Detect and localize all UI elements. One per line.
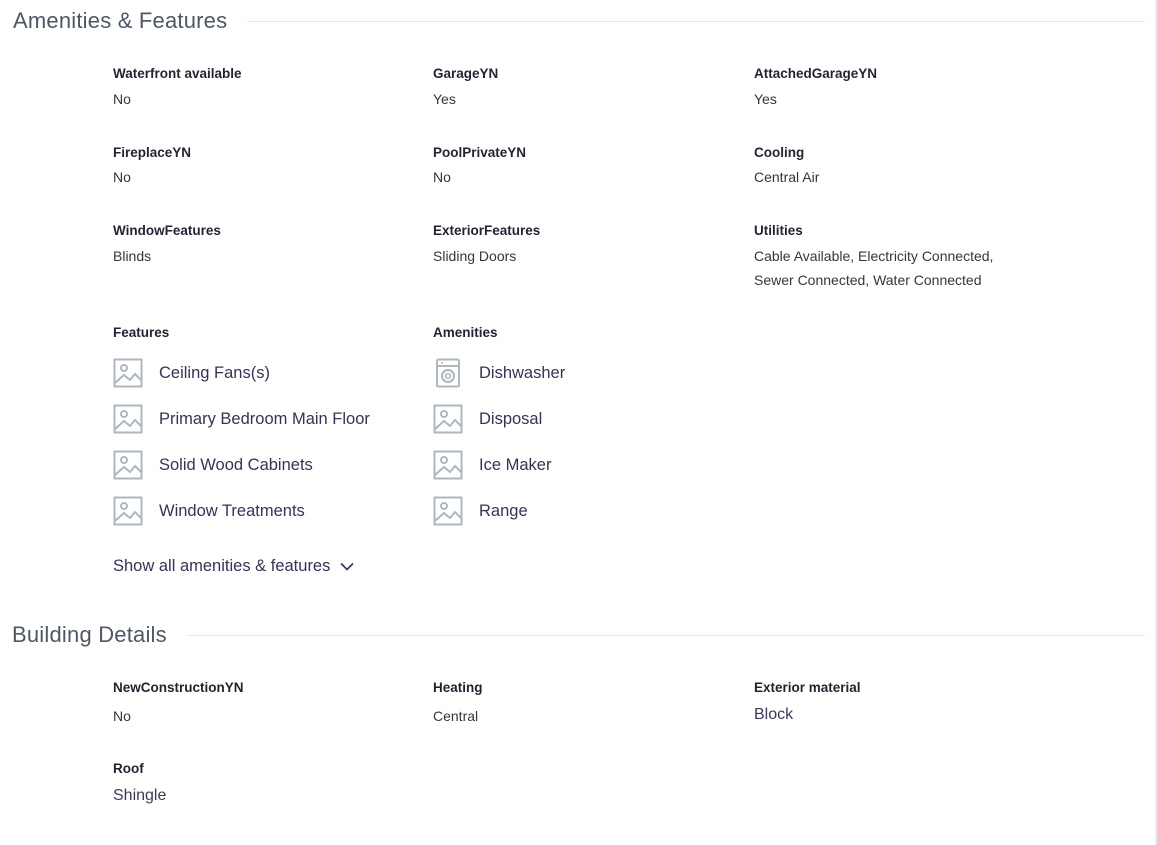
field-label: Heating	[433, 680, 483, 695]
field-label: ExteriorFeatures	[433, 223, 541, 238]
field-garage	[433, 66, 733, 111]
field-roof	[113, 761, 413, 808]
field-exterior-material	[754, 680, 1054, 727]
image-placeholder-icon	[113, 450, 143, 480]
image-placeholder-icon	[433, 496, 463, 526]
field-value-line-2: Sewer Connected, Water Connected	[754, 272, 982, 288]
field-value: Central	[433, 708, 479, 724]
field-waterfront	[113, 66, 413, 111]
amenity-label: Dishwasher	[479, 363, 566, 382]
field-value: No	[113, 169, 131, 185]
amenities-section-header	[13, 8, 1145, 34]
list-item	[433, 488, 733, 534]
list-item	[113, 442, 413, 488]
section-divider	[247, 21, 1145, 22]
features-list	[113, 325, 413, 534]
field-value-line-1: Cable Available, Electricity Connected,	[754, 248, 994, 264]
features-label: Features	[113, 325, 170, 340]
show-all-amenities-button[interactable]	[113, 557, 354, 576]
show-all-label: Show all amenities & features	[113, 557, 331, 575]
section-title: Building Details	[12, 622, 167, 647]
field-label: Exterior material	[754, 680, 861, 695]
field-value: No	[113, 708, 131, 724]
dishwasher-icon	[433, 358, 463, 388]
field-label: AttachedGarageYN	[754, 66, 878, 81]
image-placeholder-icon	[113, 496, 143, 526]
field-heating	[433, 680, 733, 728]
feature-label: Ceiling Fans(s)	[159, 363, 270, 382]
list-item	[113, 350, 413, 396]
image-placeholder-icon	[113, 404, 143, 434]
field-window-features	[113, 223, 413, 268]
field-attached-garage	[754, 66, 1054, 111]
field-label: FireplaceYN	[113, 145, 192, 160]
field-label: Utilities	[754, 223, 803, 238]
field-cooling	[754, 145, 1054, 189]
amenity-label: Ice Maker	[479, 455, 552, 474]
field-value: Central Air	[754, 169, 820, 185]
field-value: Block	[754, 706, 794, 723]
feature-label: Window Treatments	[159, 501, 305, 520]
field-new-construction	[113, 680, 413, 728]
section-title: Amenities & Features	[13, 8, 228, 33]
field-value: Sliding Doors	[433, 248, 517, 264]
amenities-list	[433, 325, 733, 534]
field-label: Cooling	[754, 145, 805, 160]
field-value: Yes	[433, 91, 456, 107]
field-exterior-features	[433, 223, 733, 268]
field-label: WindowFeatures	[113, 223, 221, 238]
field-value: Shingle	[113, 787, 167, 804]
image-placeholder-icon	[113, 358, 143, 388]
amenities-label: Amenities	[433, 325, 498, 340]
field-label: NewConstructionYN	[113, 680, 244, 695]
list-item	[433, 396, 733, 442]
section-divider	[187, 635, 1145, 636]
field-utilities	[754, 223, 1114, 292]
list-item	[433, 442, 733, 488]
field-label: Roof	[113, 761, 144, 776]
field-fireplace	[113, 145, 413, 189]
chevron-down-icon	[340, 558, 354, 576]
list-item	[433, 350, 733, 396]
field-label: Waterfront available	[113, 66, 242, 81]
field-label: GarageYN	[433, 66, 499, 81]
feature-label: Primary Bedroom Main Floor	[159, 409, 370, 428]
image-placeholder-icon	[433, 450, 463, 480]
field-value: No	[113, 91, 131, 107]
amenity-label: Disposal	[479, 409, 543, 428]
field-value: No	[433, 169, 451, 185]
field-value: Blinds	[113, 248, 152, 264]
feature-label: Solid Wood Cabinets	[159, 455, 313, 474]
image-placeholder-icon	[433, 404, 463, 434]
field-value: Yes	[754, 91, 777, 107]
amenity-label: Range	[479, 501, 528, 520]
building-section-header	[12, 622, 1145, 648]
list-item	[113, 488, 413, 534]
field-label: PoolPrivateYN	[433, 145, 527, 160]
list-item	[113, 396, 413, 442]
field-pool-private	[433, 145, 733, 189]
